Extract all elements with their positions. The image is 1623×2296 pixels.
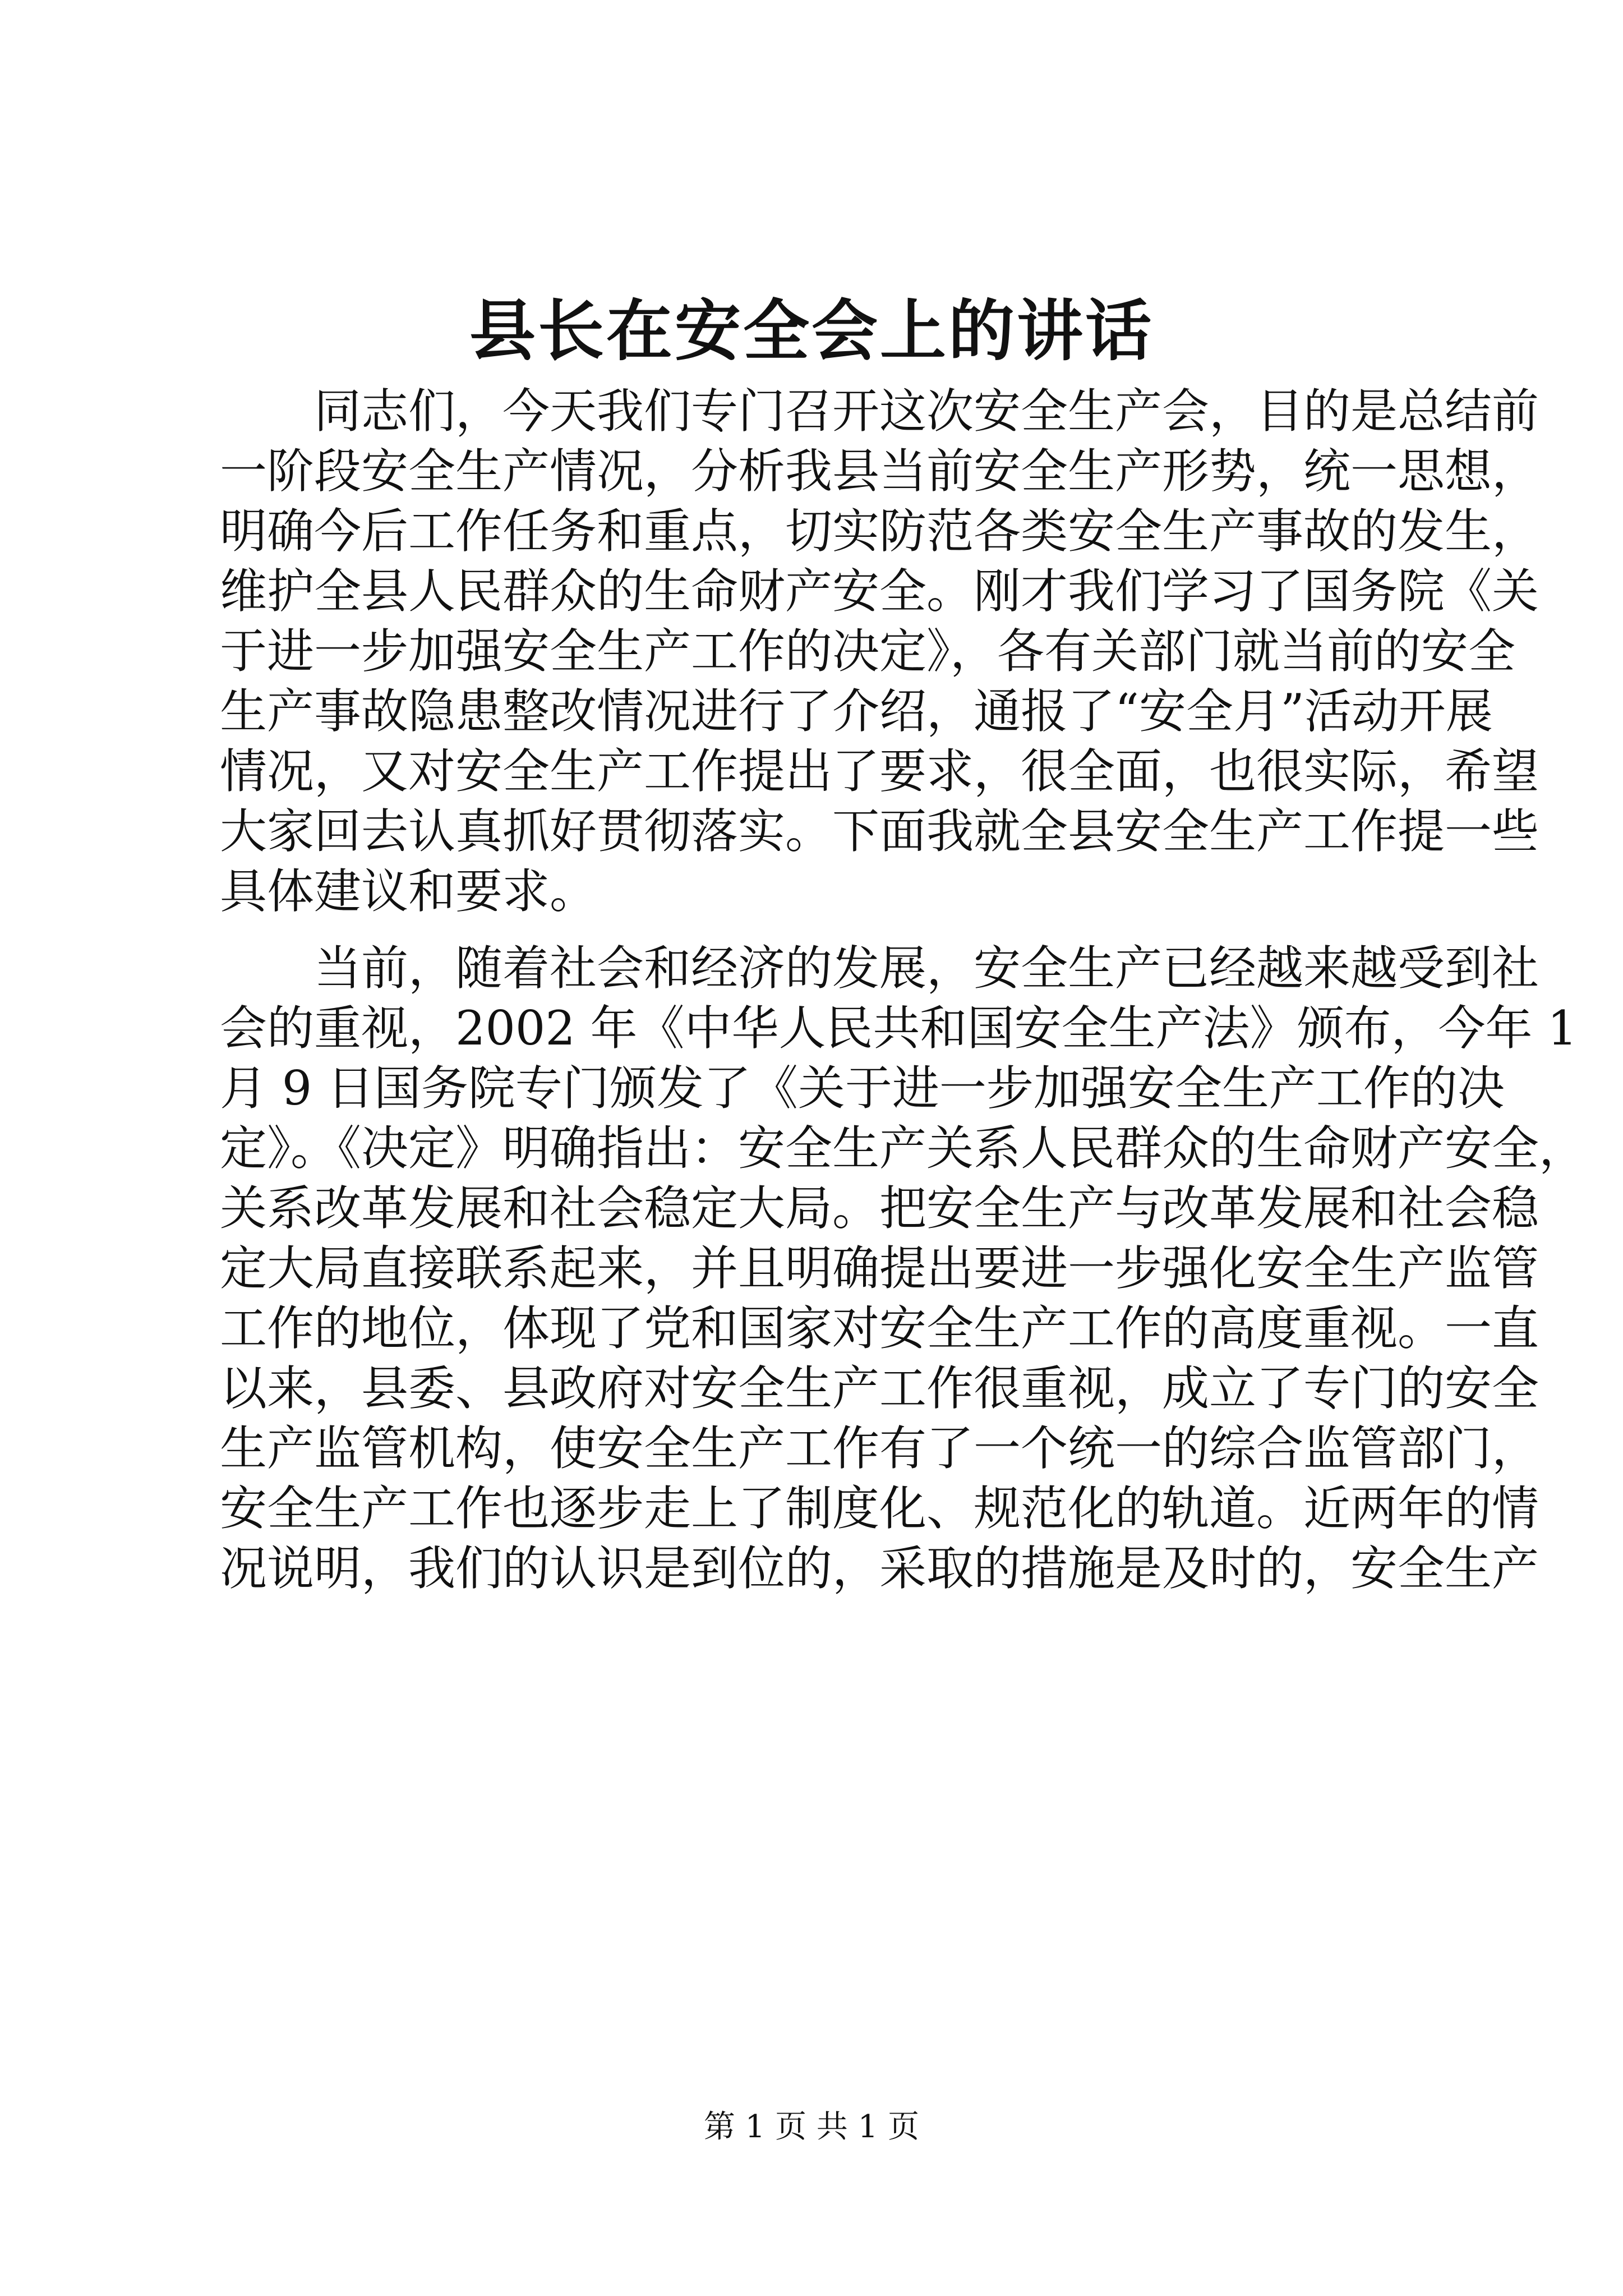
paragraph-1-line-8: 大家回去认真抓好贯彻落实。下面我就全县安全生产工作提一些 [220, 804, 1539, 859]
paragraph-spacer [220, 922, 1414, 938]
page-footer: 第 1 页 共 1 页 [703, 2109, 920, 2145]
paragraph-2-line-5: 关系改革发展和社会稳定大局。把安全生产与改革发展和社会稳 [220, 1181, 1539, 1236]
document-title: 县长在安全会上的讲话 [469, 292, 1154, 370]
paragraph-1-line-9: 具体建议和要求。 [220, 864, 597, 919]
paragraph-2-line-11: 况说明，我们的认识是到位的，采取的措施是及时的，安全生产 [220, 1541, 1539, 1596]
paragraph-2-line-3: 月 9 日国务院专门颁发了《关于进一步加强安全生产工作的决 [220, 1061, 1505, 1116]
paragraph-1-line-4: 维护全县人民群众的生命财产安全。刚才我们学习了国务院《关 [220, 564, 1539, 619]
paragraph-1-line-2: 一阶段安全生产情况，分析我县当前安全生产形势，统一思想， [220, 444, 1539, 499]
paragraph-1-line-5: 于进一步加强安全生产工作的决定》，各有关部门就当前的安全 [220, 624, 1516, 679]
paragraph-2-line-7: 工作的地位，体现了党和国家对安全生产工作的高度重视。一直 [220, 1301, 1539, 1356]
paragraph-2-line-2: 会的重视，2002 年《中华人民共和国安全生产法》颁布，今年 1 [220, 1001, 1578, 1056]
paragraph-2-line-6: 定大局直接联系起来，并且明确提出要进一步强化安全生产监管 [220, 1241, 1539, 1296]
paragraph-1-line-3: 明确今后工作任务和重点，切实防范各类安全生产事故的发生， [220, 504, 1539, 559]
paragraph-1-line-6: 生产事故隐患整改情况进行了介绍，通报了“安全月”活动开展 [220, 684, 1493, 739]
paragraph-2-line-4: 定》。《决定》明确指出：安全生产关系人民群众的生命财产安全， [220, 1121, 1587, 1176]
paragraph-2-line-8: 以来，县委、县政府对安全生产工作很重视，成立了专门的安全 [220, 1361, 1539, 1416]
paragraph-1-line-7: 情况，又对安全生产工作提出了要求，很全面，也很实际，希望 [220, 744, 1539, 799]
document-body [220, 381, 1587, 1599]
paragraph-2-line-9: 生产监管机构，使安全生产工作有了一个统一的综合监管部门， [220, 1421, 1539, 1476]
paragraph-2-line-10: 安全生产工作也逐步走上了制度化、规范化的轨道。近两年的情 [220, 1481, 1539, 1536]
paragraph-2-line-1: 当前，随着社会和经济的发展，安全生产已经越来越受到社 [314, 941, 1539, 996]
paragraph-1-line-1: 同志们，今天我们专门召开这次安全生产会，目的是总结前 [314, 384, 1539, 439]
